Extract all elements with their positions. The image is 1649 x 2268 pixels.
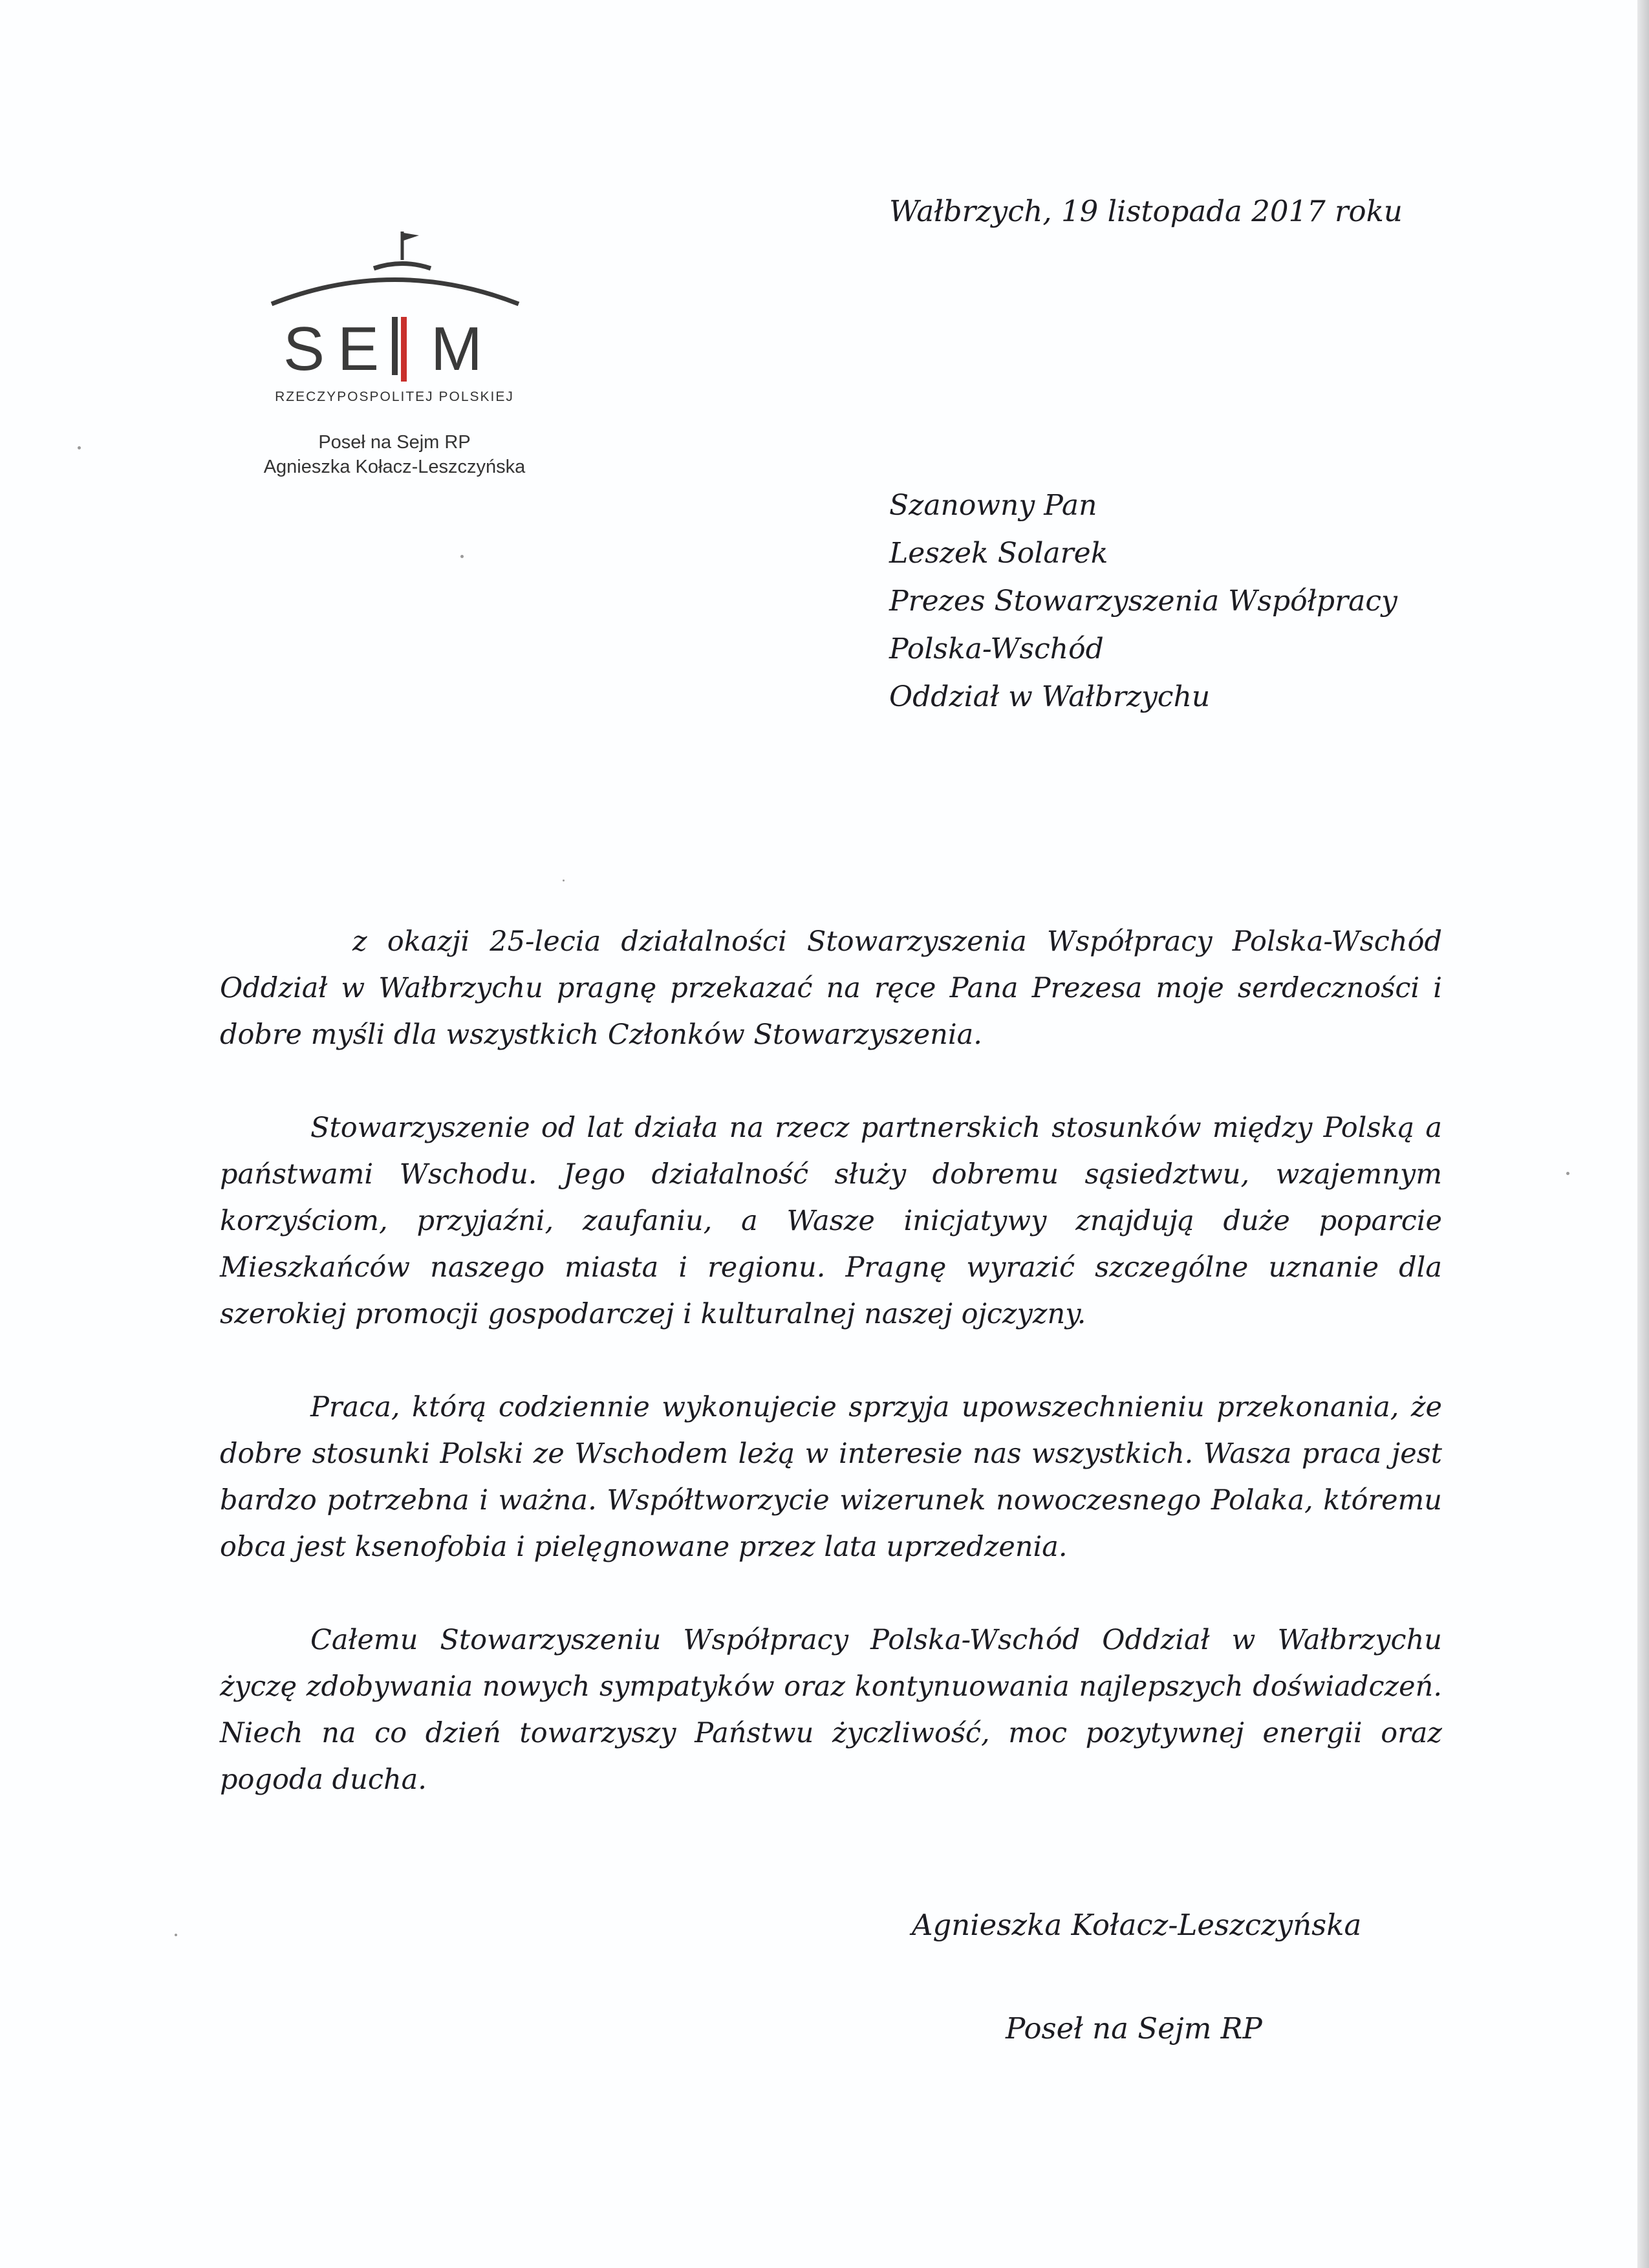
recipient-name: Leszek Solarek	[889, 537, 1108, 570]
body-paragraph: z okazji 25-lecia działalności Stowarzyszenia Współpracy Polska-Wschód Oddział w Wałbrzychu pragnę przekazać na ręce Pana Prezesa moje serdeczności i dobre myśli dla wszystkich Członków Stowarzyszenia.	[220, 925, 1442, 1051]
letterhead-mp	[213, 430, 576, 479]
recipient-branch: Oddział w Wałbrzychu	[889, 680, 1211, 713]
logo-subtitle: RZECZYPOSPOLITEJ POLSKIEJ	[275, 389, 514, 404]
scan-speck	[78, 446, 81, 449]
scan-speck	[563, 880, 565, 881]
sejm-logo	[265, 220, 524, 420]
scan-speck	[175, 1934, 177, 1936]
scan-speck	[1566, 1172, 1569, 1175]
svg-text:E: E	[338, 314, 380, 382]
letterhead-mp-name: Agnieszka Kołacz-Leszczyńska	[263, 457, 526, 477]
signature-name: Agnieszka Kołacz-Leszczyńska	[912, 1908, 1362, 1942]
recipient-salutation: Szanowny Pan	[889, 489, 1097, 522]
body-paragraph: Praca, którą codziennie wykonujecie sprzyja upowszechnieniu przekonania, że dobre stosunki Polski ze Wschodem leżą w interesie nas wszystkich. Wasza praca jest bardzo potrzebna i ważna. Współtworzycie wizerunek nowoczesnego Polaka, któremu obca jest ksenofobia i pielęgnowane przez lata uprzedzenia.	[220, 1391, 1442, 1563]
sejm-emblem-icon	[265, 220, 524, 382]
body-paragraph: Całemu Stowarzyszeniu Współpracy Polska-Wschód Oddział w Wałbrzychu życzę zdobywania nowych sympatyków oraz kontynuowania najlepszych doświadczeń. Niech na co dzień towarzyszy Państwu życzliwość, moc pozytywnej energii oraz pogoda ducha.	[220, 1624, 1442, 1796]
signature-role: Poseł na Sejm RP	[1006, 2011, 1262, 2046]
scan-speck	[460, 555, 464, 558]
svg-text:S: S	[283, 314, 325, 382]
recipient-block	[889, 482, 1397, 721]
letter-body	[220, 918, 1442, 1850]
letter-date: Wałbrzych, 19 listopada 2017 roku	[889, 194, 1403, 228]
scan-edge	[1637, 0, 1649, 2268]
recipient-organization: Polska-Wschód	[889, 632, 1104, 665]
letterhead-mp-title: Poseł na Sejm RP	[318, 432, 471, 453]
recipient-position: Prezes Stowarzyszenia Współpracy	[889, 585, 1397, 618]
body-paragraph: Stowarzyszenie od lat działa na rzecz partnerskich stosunków między Polską a państwami Wschodu. Jego działalność służy dobremu sąsiedztwu, wzajemnym korzyściom, przyjaźni, zaufaniu, a Wasze inicjatywy znajdują duże poparcie Mieszkańców naszego miasta i regionu. Pragnę wyrazić szczególne uznanie dla szerokiej promocji gospodarczej i kulturalnej naszej ojczyzny.	[220, 1112, 1442, 1330]
svg-text:M: M	[431, 314, 482, 382]
